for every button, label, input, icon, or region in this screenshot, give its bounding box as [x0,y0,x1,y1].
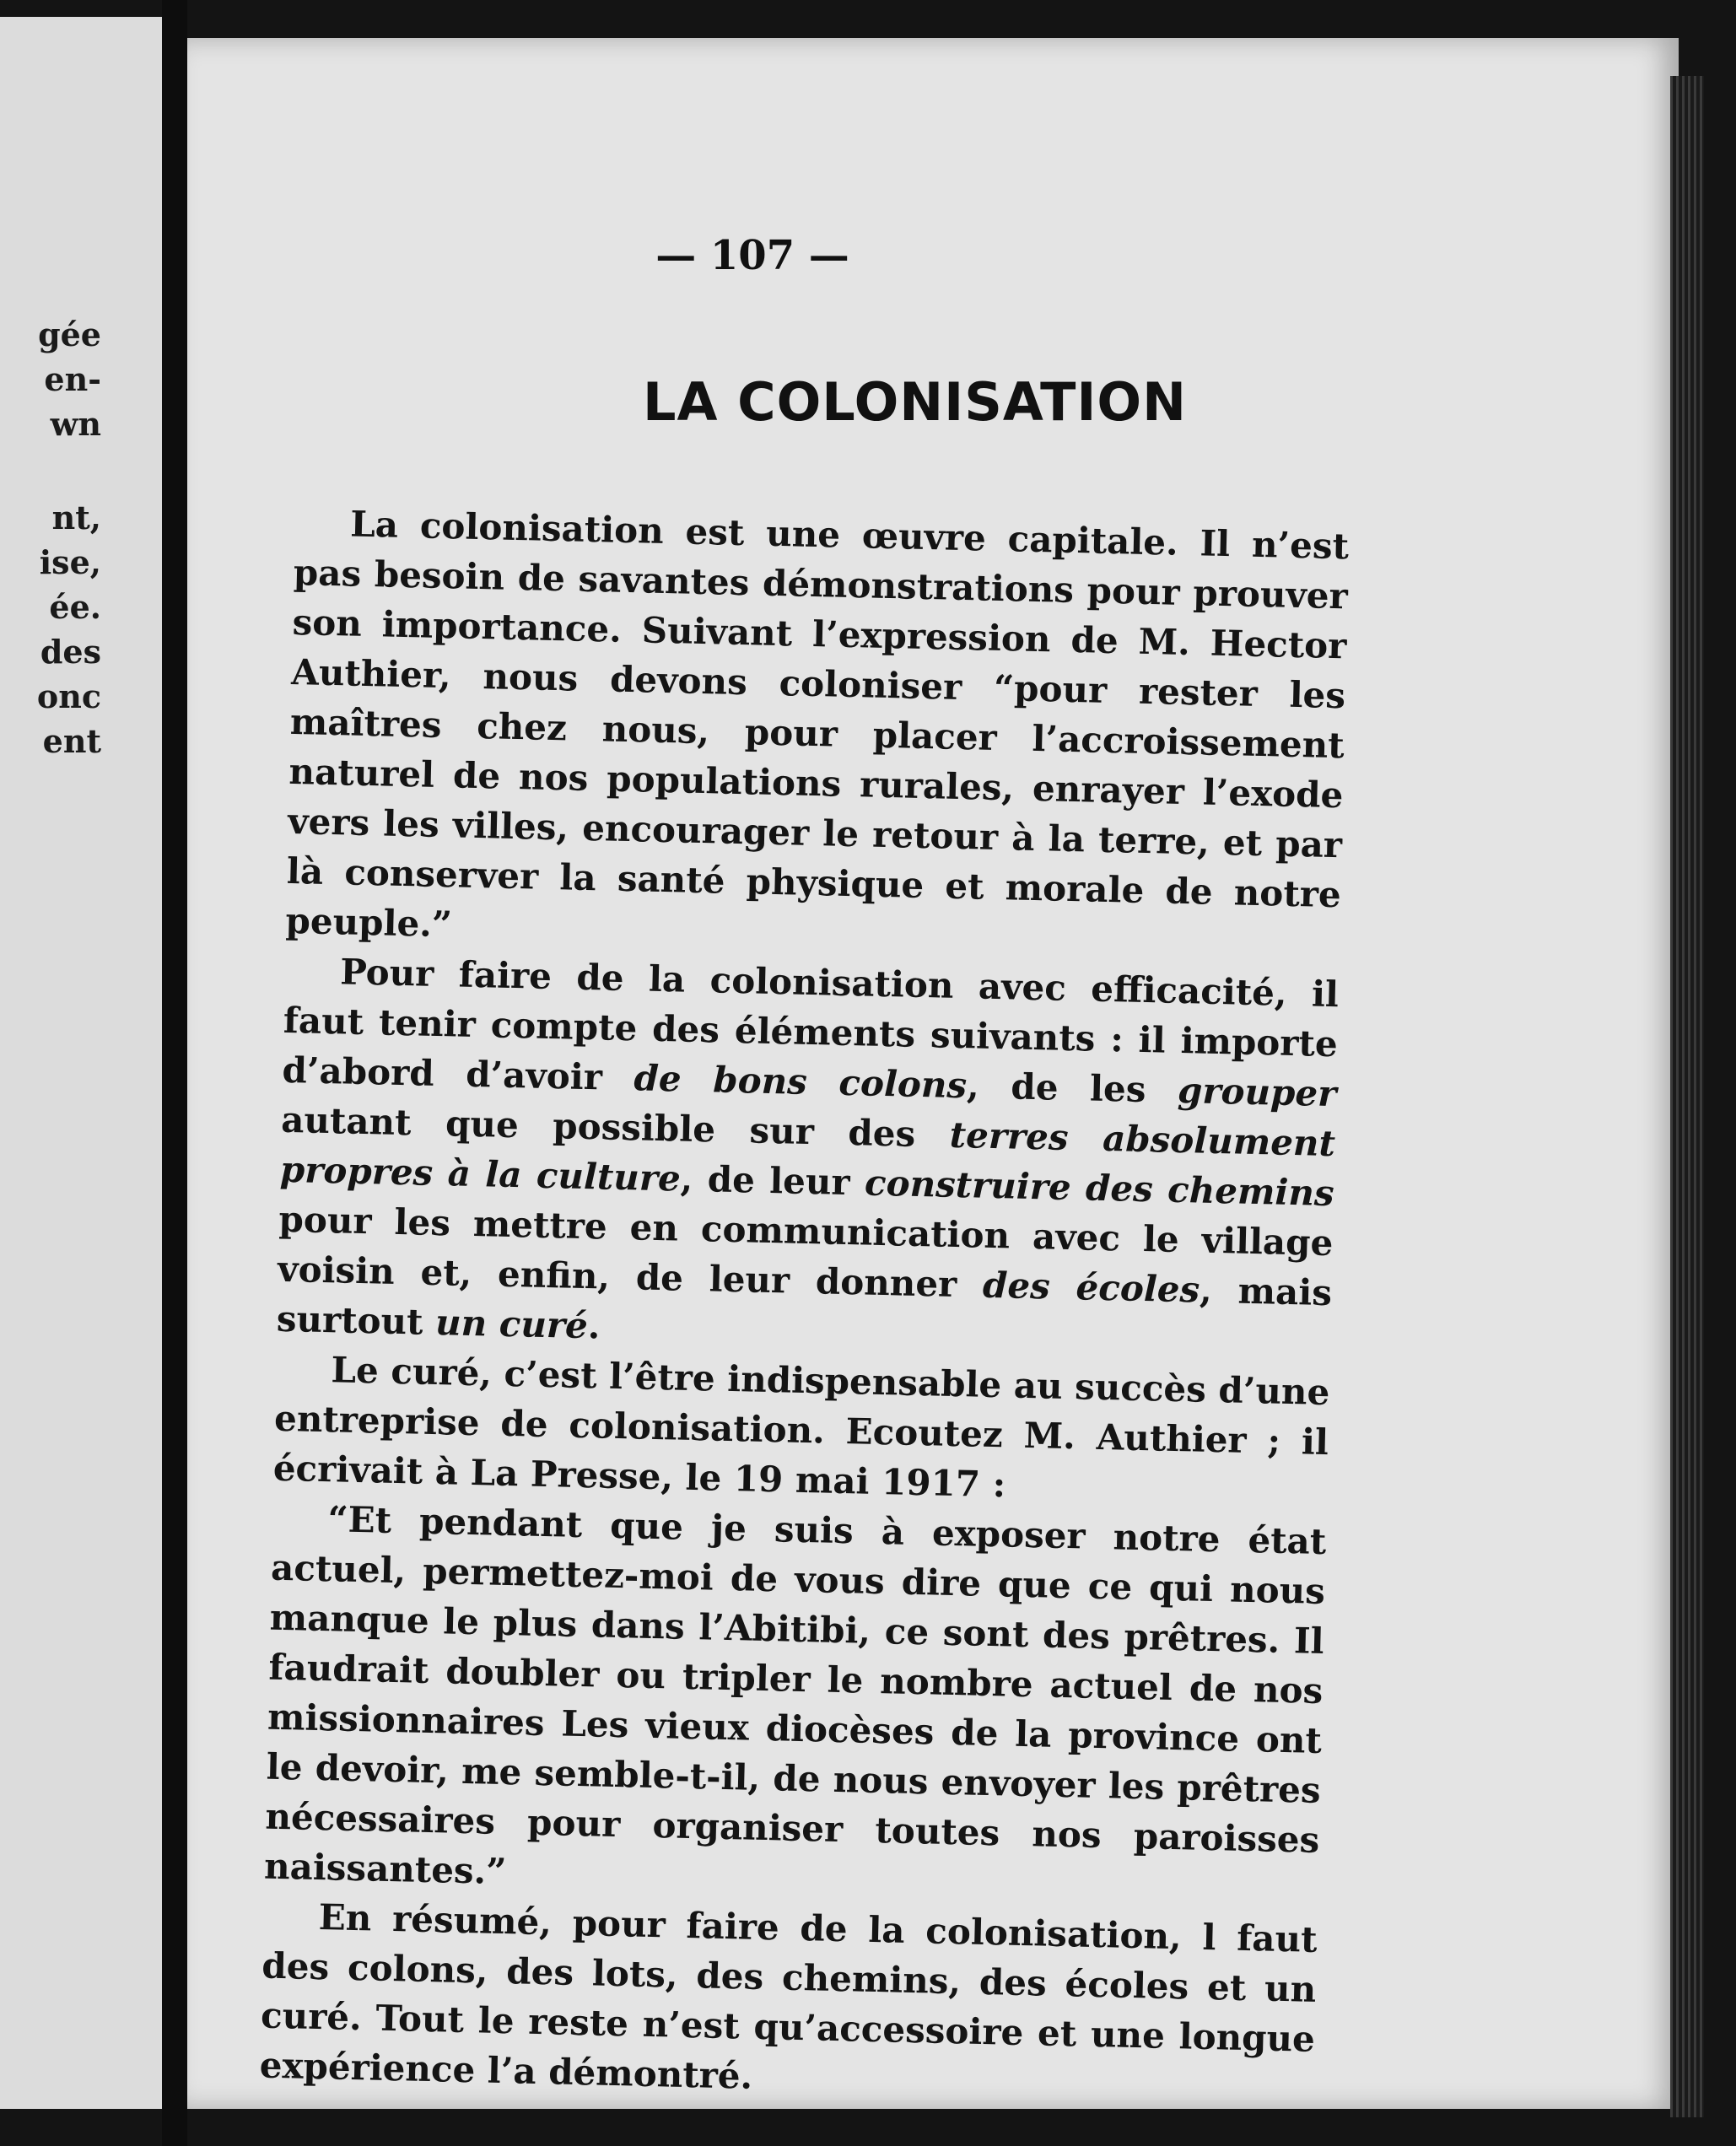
left-page-text-fragments [0,312,101,763]
paragraph-2-text: autant que possible sur des [280,1098,951,1156]
paragraph-2-text: pour les mettre en communication avec le village voisin et, enfin, de leur donner [277,1198,1334,1306]
left-fragment: gée [38,315,101,353]
emphasis-text: construire des chemins [864,1162,1335,1215]
book-page [187,38,1679,2109]
left-facing-page [0,17,170,2109]
paragraph-2-text: . [587,1305,601,1347]
quote-paragraph: “Et pendant que je suis à exposer notre état actuel, permettez-moi de vous dire que ce qui nous manque le plus dans l’Abitibi, ce sont des prêtres. Il faudrait doubler ou tripler le nombre actuel de nos missionnaires Les vieux diocèses de la province ont le devoir, me semble-t-il, de nous envoyer les prêtres nécessaires pour organiser toutes nos paroisses naissantes.” [263,1498,1327,1893]
paragraph-2-text: , mais surtout [276,1269,1333,1344]
emphasis-text: de bons colons [633,1057,968,1107]
emphasis-text: des écoles [982,1264,1200,1311]
page-number: — 107 — [655,232,849,279]
book-spine [162,0,187,2146]
left-fragment: nt, [51,499,101,536]
emphasis-text: un curé [434,1302,589,1347]
emphasis-text: grouper [1177,1069,1337,1115]
paragraph-5: En résumé, pour faire de la colonisation, l faut des colons, des lots, des chemins, des écoles et un curé. Tout le reste n’est qu’accessoire et une longue expérience l’a démontré. [259,1896,1318,2097]
left-fragment: onc [36,677,101,715]
left-fragment: ent [42,722,101,760]
left-fragment: ée. [49,588,101,626]
left-fragment: en- [44,360,101,398]
paragraph-2 [276,946,1339,1367]
paragraph-2-text: , de les [966,1065,1178,1111]
left-fragment: ise, [39,543,101,581]
left-fragment: des [40,633,101,671]
paragraph-3: Le curé, c’est l’être indispensable au succès d’une entreprise de colonisation. Ecoutez M. Authier ; il écrivait à La Presse, le 19 mai 1917 : [272,1349,1330,1506]
paragraph-1: La colonisation est une œuvre capitale. Il n’est pas besoin de savantes démonstrations pour prouver son importance. Suivant l’expression de M. Hector Authier, nous devons coloniser “pour rester les maîtres chez nous, pour placer l’accroissement naturel de nos populations rurales, enrayer l’exode vers les villes, encourager le retour à la terre, et par là conserver la santé physique et morale de notre peuple.” [285,503,1350,946]
paragraph-2-text: Pour faire de la colonisation avec efficacité, il faut tenir compte des éléments suivants : il importe d’abord d’avoir [282,951,1340,1099]
left-fragment: wn [50,405,101,443]
page-body [259,498,1350,2114]
chapter-title: LA COLONISATION [643,371,1188,433]
paragraph-2-text: , de leur [680,1157,865,1204]
page-edges [1670,76,1704,2117]
emphasis-text: terres absolument propres à la culture [279,1113,1336,1200]
